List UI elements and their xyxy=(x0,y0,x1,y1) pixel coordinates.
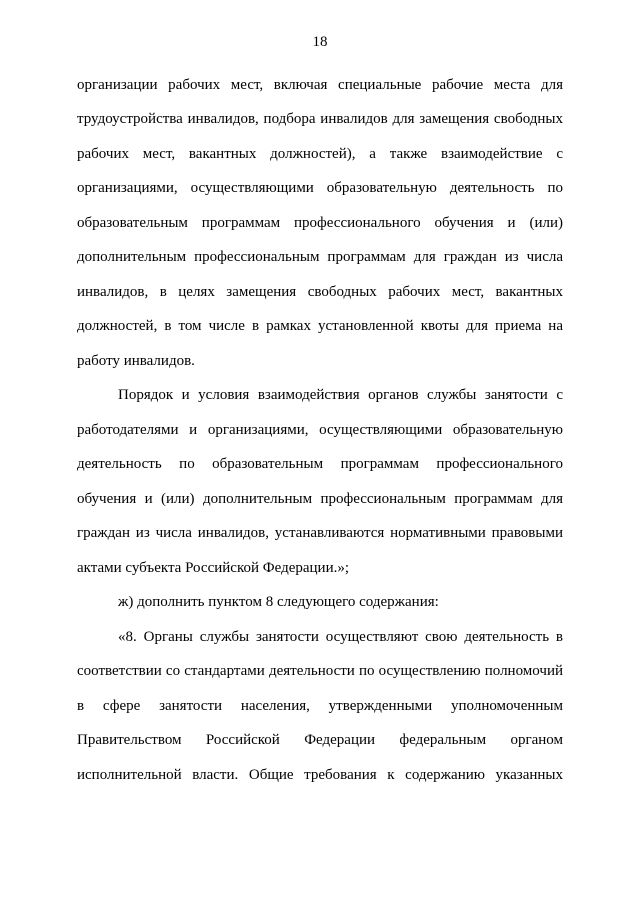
text-line: обучения и (или) дополнительным профессиональным программам для xyxy=(77,491,563,507)
text-line: рабочих мест, вакантных должностей), а также взаимодействие с xyxy=(77,146,563,162)
text-line: деятельность по образовательным программам профессионального xyxy=(77,456,563,472)
paragraph-first-line: «8. Органы службы занятости осуществляют свою деятельность в xyxy=(118,629,563,645)
text-line: инвалидов, в целях замещения свободных рабочих мест, вакантных xyxy=(77,284,563,300)
text-line: работодателями и организациями, осуществляющими образовательную xyxy=(77,422,563,438)
text-line: организации рабочих мест, включая специальные рабочие места для xyxy=(77,77,563,93)
paragraph-first-line: ж) дополнить пунктом 8 следующего содержания: xyxy=(118,594,439,610)
text-line: должностей, в том числе в рамках установленной квоты для приема на xyxy=(77,318,563,334)
paragraph-first-line: Порядок и условия взаимодействия органов службы занятости с xyxy=(118,387,563,403)
text-line: исполнительной власти. Общие требования к содержанию указанных xyxy=(77,767,563,783)
text-line: Правительством Российской Федерации федеральным органом xyxy=(77,732,563,748)
text-line: работу инвалидов. xyxy=(77,353,195,369)
text-line: образовательным программам профессионального обучения и (или) xyxy=(77,215,563,231)
text-line: граждан из числа инвалидов, устанавливаются нормативными правовыми xyxy=(77,525,563,541)
page-number: 18 xyxy=(312,34,328,50)
text-line: соответствии со стандартами деятельности по осуществлению полномочий xyxy=(77,663,563,679)
text-line: актами субъекта Российской Федерации.»; xyxy=(77,560,350,576)
text-line: в сфере занятости населения, утвержденными уполномоченным xyxy=(77,698,563,714)
text-line: организациями, осуществляющими образовательную деятельность по xyxy=(77,180,563,196)
text-line: трудоустройства инвалидов, подбора инвалидов для замещения свободных xyxy=(77,111,563,127)
text-line: дополнительным профессиональным программам для граждан из числа xyxy=(77,249,563,265)
